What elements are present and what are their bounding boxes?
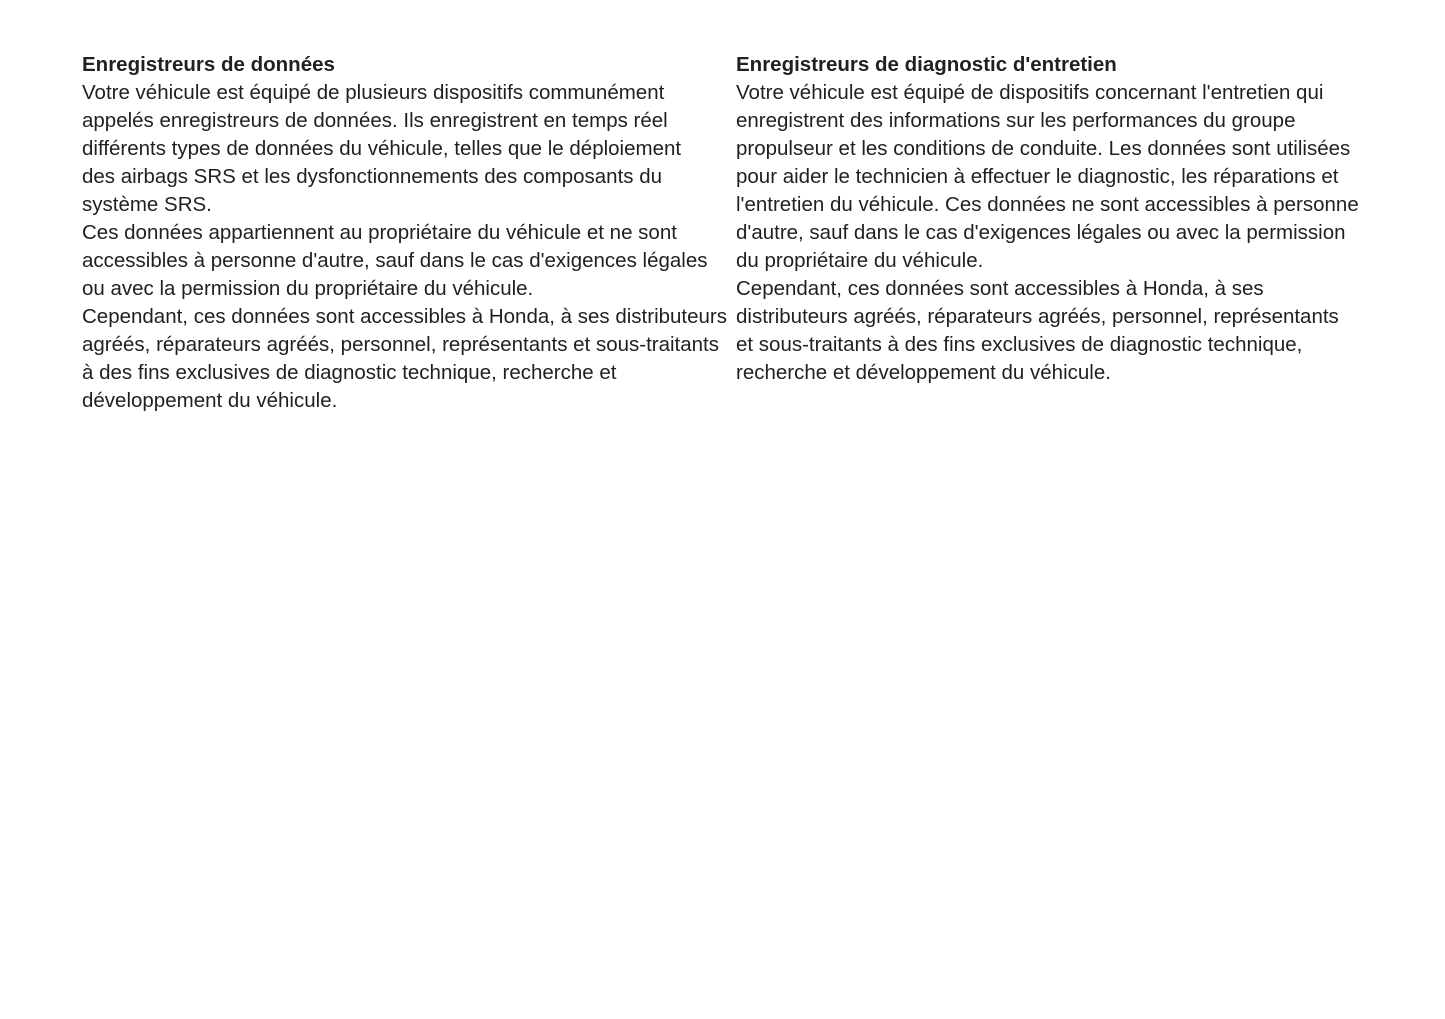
text-line: agréés, réparateurs agréés, personnel, représentants et sous-traitants (82, 333, 719, 356)
text-line: enregistrent des informations sur les performances du groupe (736, 109, 1296, 132)
text-line: du propriétaire du véhicule. (736, 249, 984, 272)
text-line: d'autre, sauf dans le cas d'exigences légales ou avec la permission (736, 221, 1346, 244)
paragraph (82, 303, 727, 415)
paragraph (736, 275, 1366, 387)
text-line: Ces données appartiennent au propriétaire du véhicule et ne sont (82, 221, 677, 244)
text-line: ou avec la permission du propriétaire du véhicule. (82, 277, 534, 300)
text-line: Votre véhicule est équipé de dispositifs concernant l'entretien qui (736, 81, 1324, 104)
text-line: Cependant, ces données sont accessibles à Honda, à ses distributeurs (82, 305, 727, 328)
text-line: l'entretien du véhicule. Ces données ne sont accessibles à personne (736, 193, 1359, 216)
text-line: appelés enregistreurs de données. Ils enregistrent en temps réel (82, 109, 668, 132)
text-line: et sous-traitants à des fins exclusives de diagnostic technique, (736, 333, 1303, 356)
section-maintenance-recorders (736, 51, 1366, 387)
text-line: système SRS. (82, 193, 212, 216)
paragraph (736, 79, 1366, 275)
paragraph (82, 219, 712, 303)
text-line: développement du véhicule. (82, 389, 338, 412)
text-line: recherche et développement du véhicule. (736, 361, 1111, 384)
paragraph (82, 79, 712, 219)
section-data-recorders (82, 51, 727, 415)
section-heading: Enregistreurs de diagnostic d'entretien (736, 53, 1117, 76)
text-line: Cependant, ces données sont accessibles à Honda, à ses (736, 277, 1264, 300)
text-line: à des fins exclusives de diagnostic technique, recherche et (82, 361, 617, 384)
text-line: différents types de données du véhicule, telles que le déploiement (82, 137, 682, 160)
section-heading: Enregistreurs de données (82, 53, 335, 76)
text-line: accessibles à personne d'autre, sauf dans le cas d'exigences légales (82, 249, 708, 272)
text-line: des airbags SRS et les dysfonctionnements des composants du (82, 165, 663, 188)
text-line: propulseur et les conditions de conduite. Les données sont utilisées (736, 137, 1351, 160)
text-line: pour aider le technicien à effectuer le diagnostic, les réparations et (736, 165, 1339, 188)
text-line: distributeurs agréés, réparateurs agréés, personnel, représentants (736, 305, 1339, 328)
text-line: Votre véhicule est équipé de plusieurs dispositifs communément (82, 81, 665, 104)
